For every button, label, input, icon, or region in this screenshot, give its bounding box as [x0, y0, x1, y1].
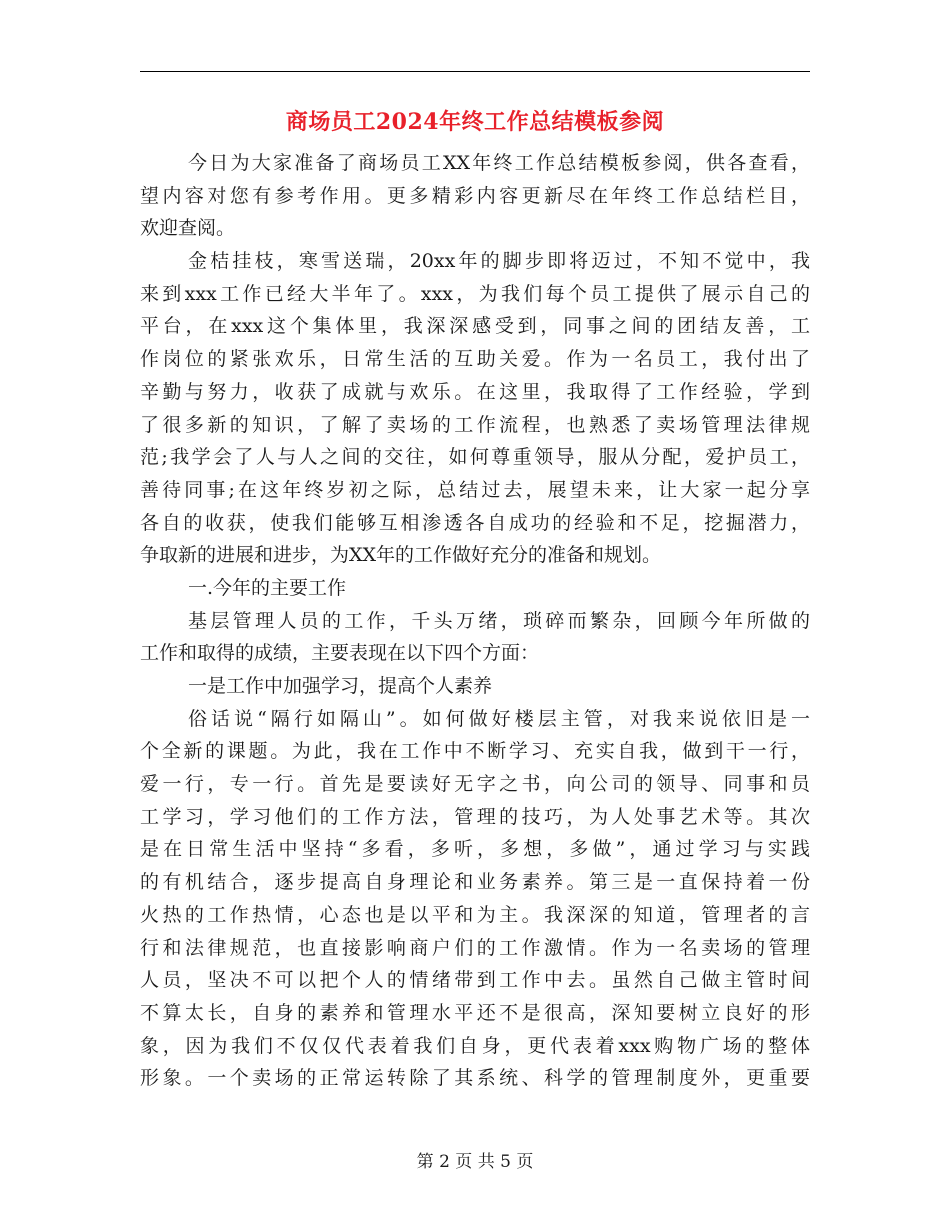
text-line: 爱一行，专一行。首先是要读好无字之书，向公司的领导、同事和员	[140, 773, 810, 796]
text-line: 善待同事;在这年终岁初之际，总结过去，展望未来，让大家一起分享	[140, 478, 810, 501]
text-line: 是在日常生活中坚持“多看，多听，多想，多做”，通过学习与实践	[140, 838, 810, 861]
text-line: 辛勤与努力，收获了成就与欢乐。在这里，我取得了工作经验，学到	[140, 380, 810, 403]
text-line: 工学习，学习他们的工作方法，管理的技巧，为人处事艺术等。其次	[140, 805, 810, 828]
text-line: 金桔挂枝，寒雪送瑞，20xx年的脚步即将迈过，不知不觉中，我	[188, 250, 810, 273]
header-rule	[140, 71, 810, 72]
text-line: 作岗位的紧张欢乐，日常生活的互助关爱。作为一名员工，我付出了	[140, 348, 810, 371]
text-line: 个全新的课题。为此，我在工作中不断学习、充实自我，做到干一行，	[140, 740, 810, 763]
text-line: 不算太长，自身的素养和管理水平还不是很高，深知要树立良好的形	[140, 1001, 810, 1024]
page-title: 商场员工2024年终工作总结模板参阅	[285, 109, 665, 135]
text-line: 欢迎查阅。	[140, 217, 236, 240]
text-line: 工作和取得的成绩，主要表现在以下四个方面：	[140, 642, 540, 665]
text-line: 火热的工作热情，心态也是以平和为主。我深深的知道，管理者的言	[140, 903, 810, 926]
text-line: 平台，在xxx这个集体里，我深深感受到，同事之间的团结友善，工	[140, 315, 810, 338]
page-number: 第 2 页 共 5 页	[416, 1152, 534, 1172]
text-line: 望内容对您有参考作用。更多精彩内容更新尽在年终工作总结栏目，	[140, 184, 810, 207]
text-line: 基层管理人员的工作，千头万绪，琐碎而繁杂，回顾今年所做的	[188, 609, 810, 632]
section-heading: 一.今年的主要工作	[188, 576, 347, 599]
text-line: 了很多新的知识，了解了卖场的工作流程，也熟悉了卖场管理法律规	[140, 413, 810, 436]
text-line: 来到xxx工作已经大半年了。xxx，为我们每个员工提供了展示自己的	[140, 282, 810, 305]
text-line: 的有机结合，逐步提高自身理论和业务素养。第三是一直保持着一份	[140, 871, 810, 894]
text-line: 形象。一个卖场的正常运转除了其系统、科学的管理制度外，更重要	[140, 1067, 810, 1090]
document-body	[140, 147, 810, 1095]
text-line: 范;我学会了人与人之间的交往，如何尊重领导，服从分配，爱护员工，	[140, 446, 810, 469]
text-line: 各自的收获，使我们能够互相渗透各自成功的经验和不足，挖掘潜力，	[140, 511, 810, 534]
subsection-heading: 一是工作中加强学习，提高个人素养	[188, 675, 493, 697]
text-line: 人员，坚决不可以把个人的情绪带到工作中去。虽然自己做主管时间	[140, 969, 810, 992]
text-line: 象，因为我们不仅仅代表着我们自身，更代表着xxx购物广场的整体	[140, 1034, 810, 1057]
text-line: 俗话说“隔行如隔山”。如何做好楼层主管，对我来说依旧是一	[188, 707, 810, 730]
text-line: 争取新的进展和进步，为XX年的工作做好充分的准备和规划。	[140, 544, 662, 567]
text-line: 今日为大家准备了商场员工XX年终工作总结模板参阅，供各查看，	[188, 152, 810, 174]
text-line: 行和法律规范，也直接影响商户们的工作激情。作为一名卖场的管理	[140, 936, 810, 959]
